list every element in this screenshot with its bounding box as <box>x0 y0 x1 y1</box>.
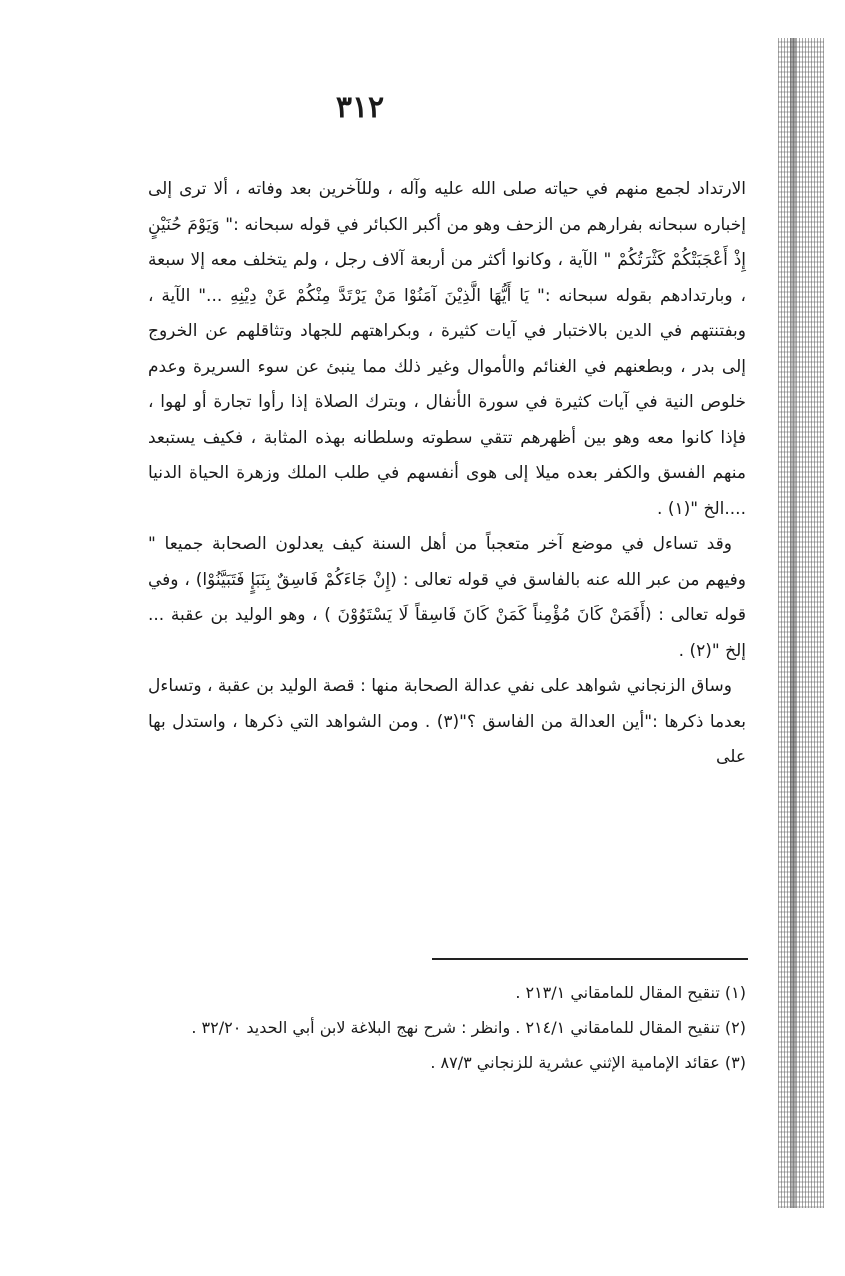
paragraph: الارتداد لجمع منهم في حياته صلى الله عليه وآله ، وللآخرين بعد وفاته ، ألا ترى إلى إخباره سبحانه بفرارهم من الزحف وهو من أكبر الكبائر في قوله سبحانه :" وَيَوْمَ حُنَيْنٍ إِذْ أَعْجَبَتْكُمْ كَثْرَتُكُمْ " الآية ، وكانوا أكثر من أربعة آلاف رجل ، ولم يتخلف معه إلا سبعة ، وبارتدادهم بقوله سبحانه :" يَا أَيُّهَا الَّذِيْنَ آمَنُوْا مَنْ يَرْتَدَّ مِنْكُمْ عَنْ دِيْنِهِ ..." الآية ، وبفتنتهم في الدين بالاختبار في آيات كثيرة ، وبكراهتهم للجهاد وتثاقلهم عن الخروج إلى بدر ، وبطعنهم في الغنائم والأموال وغير ذلك مما ينبئ عن سوء السريرة وعدم خلوص النية في آيات كثيرة في سورة الأنفال ، وبترك الصلاة إذا رأوا تجارة أو لهوا ، فإذا كانوا معه وهو بين أظهرهم تتقي سطوته وسلطانه بهذه المثابة ، فكيف يستبعد منهم الفسق والكفر بعده ميلا إلى هوى أنفسهم في طلب الملك وزهرة الحياة الدنيا ....الخ "(١) . <box>148 179 746 519</box>
scan-binding-shadow <box>790 38 796 1208</box>
paragraph: وساق الزنجاني شواهد على نفي عدالة الصحابة منها : قصة الوليد بن عقبة ، وتساءل بعدما ذكرها :"أين العدالة من الفاسق ؟"(٣) . ومن الشواهد التي ذكرها ، واستدل بها على <box>147 676 746 767</box>
footnotes <box>148 975 746 1080</box>
body-text <box>148 172 746 776</box>
page-number: ٣١٢ <box>335 90 385 125</box>
scan-binding-edge <box>778 38 824 1208</box>
footnote: (١) تنقيح المقال للمامقاني ٢١٣/١ . <box>515 983 746 1002</box>
footnote-divider <box>432 958 748 960</box>
footnote: (٢) تنقيح المقال للمامقاني ٢١٤/١ . وانظر : شرح نهج البلاغة لابن أبي الحديد ٣٢/٢٠ . <box>191 1018 746 1037</box>
paragraph: وقد تساءل في موضع آخر متعجباً من أهل السنة كيف يعدلون الصحابة جميعا " وفيهم من عبر الله عنه بالفاسق في قوله تعالى : (إِنْ جَاءَكُمْ فَاسِقٌ بِنَبَإٍ فَتَبَيَّنُوْا) ، وفي قوله تعالى : (أَفَمَنْ كَانَ مُؤْمِناً كَمَنْ كَانَ فَاسِقاً لَا يَسْتَوُوْنَ ) ، وهو الوليد بن عقبة ... إلخ "(٢) . <box>148 534 746 661</box>
footnote: (٣) عقائد الإمامية الإثني عشرية للزنجاني ٨٧/٣ . <box>430 1053 746 1072</box>
